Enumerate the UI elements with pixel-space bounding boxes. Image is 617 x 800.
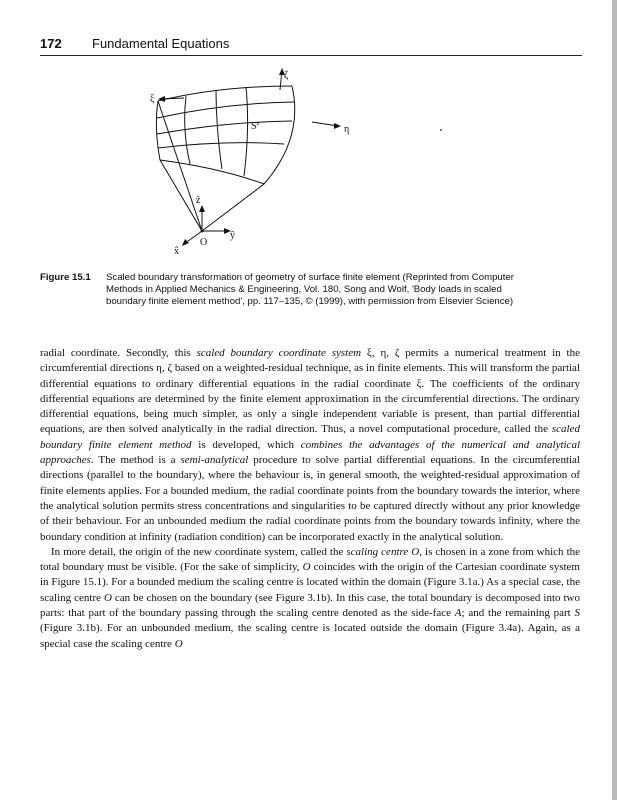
grid-line — [216, 90, 222, 169]
surface-right-edge — [264, 86, 295, 184]
paragraph-1 — [40, 346, 580, 545]
ray-line — [202, 184, 264, 231]
text-run: can be chosen on the boundary (see Figure 3.1b). In this case, the total boundary is decomposed into two parts: that part of the boundary passing through the scaling centre denoted as the side-face — [40, 591, 580, 620]
caption-text: Scaled boundary transformation of geometry of surface finite element (Reprinted from Computer Methods in Applied Mechanics & Engineering, Vol. 180, Song and Wolf, 'Body loads in scaled boundary finite element method', pp. 117–135, © (1999), with permission from Elsevier Science) — [106, 272, 514, 308]
italic-run: O — [103, 591, 112, 604]
italic-run: scaling centre O — [346, 545, 420, 558]
text-run: radial coordinate. Secondly, this — [40, 347, 197, 359]
italic-run: semi-analytical — [180, 454, 249, 467]
origin-point — [201, 230, 204, 233]
arrowhead-x — [182, 239, 189, 246]
grid-line — [244, 87, 248, 176]
caption-label: Figure 15.1 — [40, 272, 91, 283]
italic-run: combines the advantages of the numerical and analytical approaches — [40, 438, 580, 467]
surface-bottom-edge — [160, 160, 264, 184]
label-eta: η — [344, 124, 350, 135]
text-run: ξ, η, ζ permits a numerical treatment in the circumferential directions η, ζ based on a weighted-residual technique, as in finite elements. This will transform the partial differential equations to ordinary differential equations in the radial coordinate ξ. The coefficients of the ordinary differential equations are determined by the finite element approximation in the circumferential directions. The ordinary differential equations, being much simpler, as only a single independent variable is present, than partial differential equations, are then solved analytically in the radial direction. Thus, a novel computational procedure, called the — [40, 347, 580, 436]
text-run: . The method is a — [90, 454, 181, 467]
body-text — [40, 346, 580, 652]
text-run: procedure to solve partial differential equations. In the circumferential directions (parallel to the boundary), where the behaviour is, in general smooth, the weighted-residual approximation of finite elements applies. For a bounded medium, the radial coordinate points from the boundary towards the interior, where the analytical solution permits stress concentrations and singularities to be captured directly without any prior knowledge of their behaviour. For an unbounded medium the radial coordinate points from the boundary towards infinity, where the boundary condition at infinity (radiation condition) can be incorporated exactly in the analytical solution. — [40, 454, 580, 543]
italic-run: A — [454, 607, 462, 620]
surface-top-edge — [158, 86, 292, 101]
stray-mark — [440, 129, 442, 131]
italic-run: scaled boundary finite element method — [40, 423, 580, 451]
italic-run: O — [174, 637, 183, 650]
page-header — [40, 36, 580, 54]
label-zeta: ζ — [284, 70, 289, 81]
text-run: , is chosen in a zone from which the total boundary must be visible. (For the sake of simplicity, — [40, 545, 581, 574]
surface-element-diagram — [140, 68, 460, 268]
label-y-axis: ŷ — [230, 230, 235, 241]
arrowhead-z — [199, 205, 205, 212]
text-run: ; and the remaining part — [461, 607, 575, 620]
italic-run: S — [574, 607, 581, 620]
figure-15-1 — [140, 68, 460, 268]
italic-run: scaled boundary coordinate system — [196, 347, 362, 359]
surface-left-edge — [156, 101, 160, 160]
grid-line — [158, 143, 284, 148]
text-run: In more detail, the origin of the new coordinate system, called the — [51, 545, 347, 558]
label-xi: ξ — [150, 94, 155, 105]
running-title: Fundamental Equations — [92, 36, 230, 51]
label-surface: $S^e$ — [251, 119, 260, 132]
page-edge-shadow — [612, 0, 617, 800]
paragraph-2 — [40, 545, 580, 652]
text-run: coincides with the origin of the Cartesian coordinate system in Figure 15.1). For a bounded medium the scaling centre is located within the domain (Figure 3.1a.) As a special case, the scaling centre — [40, 561, 580, 604]
grid-line — [157, 102, 294, 118]
text-run: is developed, which — [191, 438, 301, 451]
label-z-axis: ẑ — [196, 195, 201, 206]
label-x-axis: x̂ — [174, 246, 179, 257]
header-rule — [40, 55, 582, 56]
grid-line — [157, 121, 292, 134]
page-number: 172 — [40, 36, 62, 51]
italic-run: O — [302, 561, 311, 574]
label-origin: O — [200, 237, 208, 248]
grid-line — [185, 96, 190, 164]
text-run: (Figure 3.1b). For an unbounded medium, the scaling centre is located outside the domain (Figure 3.4a). Again, as a special case the scaling centre — [40, 622, 580, 650]
arrowhead-eta — [334, 123, 341, 129]
